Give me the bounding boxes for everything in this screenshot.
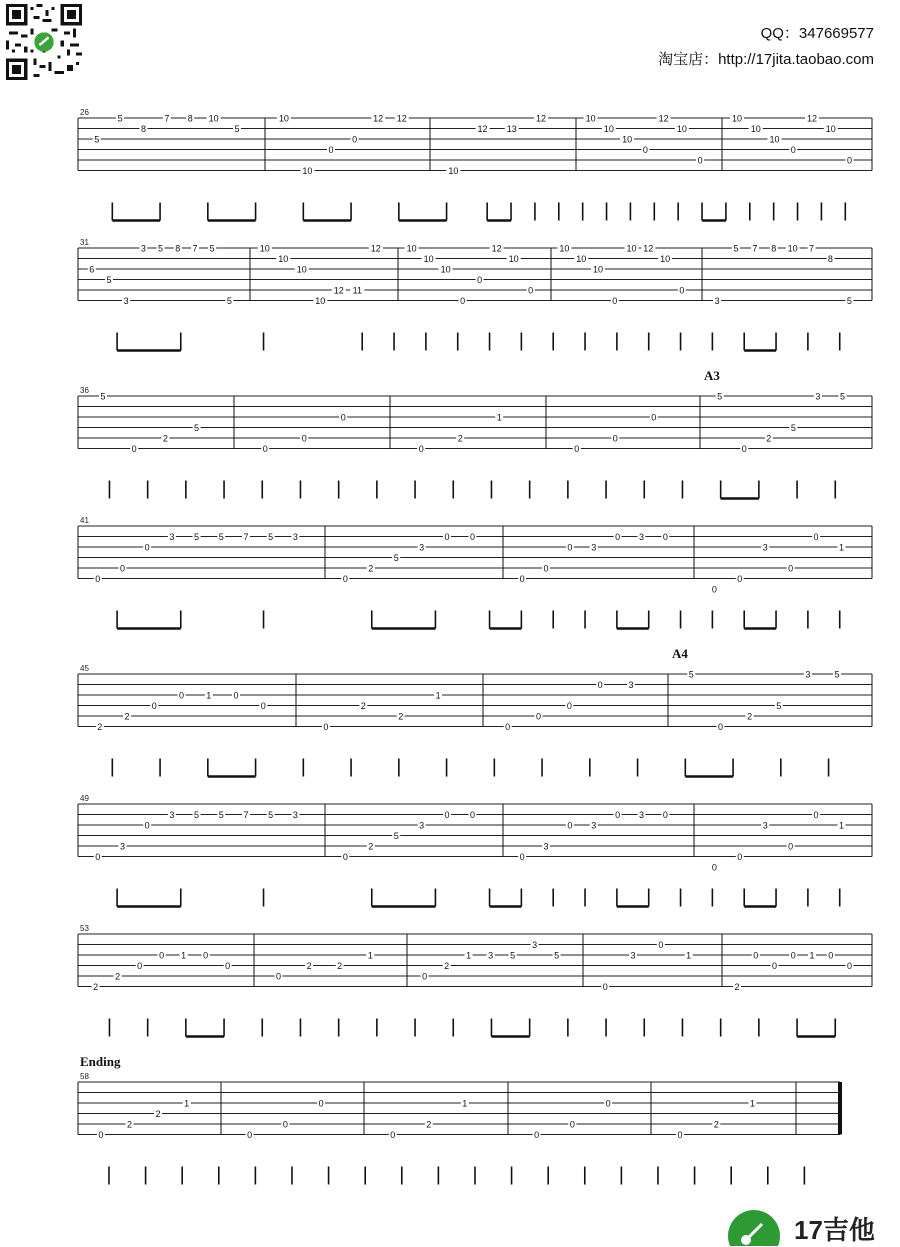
fret-number: 3 xyxy=(532,940,538,950)
fret-number: 0 xyxy=(717,722,723,732)
fret-number: 2 xyxy=(360,701,366,711)
fret-number: 10 xyxy=(423,254,434,264)
section-label: A3 xyxy=(704,368,720,383)
fret-number: 0 xyxy=(352,134,358,145)
fret-number: 12 xyxy=(396,113,407,124)
fret-number: 2 xyxy=(713,1119,719,1130)
fret-number: 5 xyxy=(846,296,852,306)
fret-number: 1 xyxy=(184,1098,190,1109)
fret-number: 5 xyxy=(717,391,723,402)
fret-number: 0 xyxy=(602,982,608,992)
fret-number: 0 xyxy=(615,810,621,820)
fret-number: 10 xyxy=(296,264,307,275)
fret-number: 5 xyxy=(194,532,200,542)
fret-number: 0 xyxy=(569,1119,575,1130)
fret-number: 0 xyxy=(519,852,525,862)
fret-number: 7 xyxy=(752,243,758,254)
fret-number: 0 xyxy=(328,145,334,155)
fret-number: 5 xyxy=(218,810,224,820)
fret-number: 0 xyxy=(98,1130,104,1140)
fret-number: 1 xyxy=(686,950,692,961)
fret-number: 0 xyxy=(301,433,307,444)
fret-number: 0 xyxy=(422,971,428,982)
fret-number: 3 xyxy=(419,820,425,831)
fret-number: 0 xyxy=(444,532,450,542)
fret-number: 10 xyxy=(278,254,289,264)
fret-number: 0 xyxy=(342,574,348,584)
fret-number: 2 xyxy=(426,1119,432,1130)
fret-number: 0 xyxy=(790,145,796,155)
fret-number: 5 xyxy=(117,113,123,124)
fret-number: 10 xyxy=(750,124,761,134)
fret-number: 3 xyxy=(119,841,125,852)
logo-text: 17吉他 xyxy=(794,1215,875,1245)
fret-number: 0 xyxy=(534,1130,540,1140)
fret-number: 5 xyxy=(106,275,112,285)
fret-number: 10 xyxy=(731,113,743,124)
fret-number: 0 xyxy=(390,1130,396,1140)
fret-number: 1 xyxy=(496,412,502,423)
fret-number: 0 xyxy=(247,1130,253,1140)
fret-number: 0 xyxy=(771,961,778,971)
fret-number: 10 xyxy=(508,254,519,264)
fret-number: 0 xyxy=(677,1130,683,1140)
measure-number: 31 xyxy=(80,238,89,247)
measure-number: 49 xyxy=(80,794,89,803)
shop-link[interactable]: 淘宝店：http://17jita.taobao.com xyxy=(658,51,874,68)
fret-number: 0 xyxy=(282,1119,288,1130)
fret-number: 5 xyxy=(194,423,200,433)
fret-number: 0 xyxy=(528,285,534,296)
fret-number: 10 xyxy=(278,113,289,124)
fret-number: 0 xyxy=(418,444,424,454)
fret-number: 12 xyxy=(643,243,654,254)
fret-number: 2 xyxy=(457,433,463,444)
fret-number: 5 xyxy=(393,831,399,841)
fret-number: 10 xyxy=(302,166,313,176)
fret-number: 12 xyxy=(373,113,384,124)
fret-number: 0 xyxy=(567,820,573,831)
fret-number: 7 xyxy=(243,810,249,820)
fret-number: 3 xyxy=(638,532,644,542)
fret-number: 5 xyxy=(218,532,224,542)
fret-number: 0 xyxy=(605,1098,611,1109)
fret-number: 2 xyxy=(444,961,450,971)
fret-number: 10 xyxy=(622,134,633,145)
fret-number: 3 xyxy=(630,950,636,961)
fret-number: 10 xyxy=(585,113,596,124)
fret-number: 10 xyxy=(315,296,326,306)
fret-number: 0 xyxy=(828,950,834,961)
fret-number: 2 xyxy=(766,433,772,444)
fret-number: 3 xyxy=(815,391,821,402)
fret-number: 0 xyxy=(737,574,743,584)
fret-number: 0 xyxy=(323,722,329,732)
fret-number: 0 xyxy=(662,810,668,820)
fret-number: 3 xyxy=(628,680,634,690)
fret-number: 13 xyxy=(506,124,517,134)
fret-number: 6 xyxy=(89,264,95,275)
fret-number: 0 xyxy=(131,444,137,454)
fret-number: 2 xyxy=(398,711,404,722)
fret-number: 0 xyxy=(318,1098,324,1109)
fret-number: 2 xyxy=(93,982,99,992)
fret-number: 5 xyxy=(158,243,164,254)
fret-number: 7 xyxy=(192,243,198,254)
fret-number: 2 xyxy=(115,971,121,982)
fret-number: 0 xyxy=(711,862,717,873)
fret-number: 1 xyxy=(435,690,441,701)
fret-number: 0 xyxy=(275,971,281,982)
fret-number: 3 xyxy=(591,542,597,553)
fret-number: 0 xyxy=(612,433,618,444)
fret-number: 8 xyxy=(827,254,833,264)
fret-number: 10 xyxy=(603,124,614,134)
fret-number: 0 xyxy=(203,950,209,961)
fret-number: 1 xyxy=(838,542,844,553)
fret-number: 0 xyxy=(159,950,165,961)
fret-number: 8 xyxy=(771,243,777,254)
fret-number: 1 xyxy=(466,950,472,961)
fret-number: 0 xyxy=(535,711,542,722)
fret-number: 2 xyxy=(124,711,130,722)
fret-number: 10 xyxy=(406,243,417,254)
fret-number: 5 xyxy=(268,532,274,542)
fret-number: 0 xyxy=(444,810,450,820)
fret-number: 0 xyxy=(225,961,231,971)
fret-number: 0 xyxy=(477,275,483,285)
fret-number: 5 xyxy=(268,810,274,820)
fret-number: 2 xyxy=(368,841,374,852)
fret-number: 0 xyxy=(179,690,185,701)
fret-number: 1 xyxy=(809,950,815,961)
fret-number: 2 xyxy=(306,961,312,971)
fret-number: 10 xyxy=(259,243,270,254)
fret-number: 7 xyxy=(164,113,170,124)
fret-number: 2 xyxy=(337,961,343,971)
fret-number: 0 xyxy=(651,412,657,423)
fret-number: 12 xyxy=(806,113,818,124)
measure-number: 45 xyxy=(80,664,89,673)
fret-number: 0 xyxy=(543,563,549,574)
fret-number: 3 xyxy=(762,542,768,553)
fret-number: 2 xyxy=(155,1109,161,1119)
measure-number: 58 xyxy=(80,1072,89,1081)
fret-number: 5 xyxy=(393,553,399,563)
fret-number: 0 xyxy=(469,810,475,820)
fret-number: 0 xyxy=(790,950,796,961)
fret-number: 2 xyxy=(162,433,168,444)
fret-number: 0 xyxy=(95,574,101,584)
fret-number: 0 xyxy=(566,701,572,711)
fret-number: 0 xyxy=(144,820,150,831)
fret-number: 0 xyxy=(615,532,621,542)
fret-number: 3 xyxy=(292,532,298,542)
fret-number: 12 xyxy=(477,124,488,134)
fret-number: 3 xyxy=(488,950,494,961)
measure-number: 41 xyxy=(80,516,89,525)
fret-number: 3 xyxy=(419,542,425,553)
fret-number: 0 xyxy=(340,412,346,423)
fret-number: 0 xyxy=(846,155,853,166)
fret-number: 0 xyxy=(679,285,685,296)
fret-number: 0 xyxy=(460,296,466,306)
fret-number: 5 xyxy=(840,391,846,402)
fret-number: 12 xyxy=(333,285,344,296)
fret-number: 2 xyxy=(126,1119,132,1130)
fret-number: 0 xyxy=(597,680,603,690)
fret-number: 0 xyxy=(137,961,143,971)
fret-number: 8 xyxy=(140,124,146,134)
fret-number: 1 xyxy=(838,820,844,831)
fret-number: 10 xyxy=(576,254,587,264)
fret-number: 5 xyxy=(510,950,516,961)
fret-number: 5 xyxy=(234,124,240,134)
fret-number: 5 xyxy=(733,243,739,254)
fret-number: 5 xyxy=(776,701,782,711)
measure-number: 53 xyxy=(80,924,89,933)
fret-number: 3 xyxy=(169,810,175,820)
fret-number: 11 xyxy=(352,285,362,296)
fret-number: 7 xyxy=(243,532,249,542)
fret-number: 0 xyxy=(469,532,475,542)
fret-number: 0 xyxy=(788,563,794,574)
fret-number: 0 xyxy=(697,155,703,166)
fret-number: 0 xyxy=(519,574,525,584)
fret-number: 5 xyxy=(209,243,215,254)
fret-number: 3 xyxy=(169,532,175,542)
fret-number: 10 xyxy=(208,113,219,124)
fret-number: 7 xyxy=(809,243,815,254)
fret-number: 3 xyxy=(762,820,768,831)
fret-number: 0 xyxy=(642,145,648,155)
fret-number: 10 xyxy=(440,264,451,275)
fret-number: 5 xyxy=(94,134,100,145)
fret-number: 0 xyxy=(662,532,668,542)
measure-number: 26 xyxy=(80,108,89,117)
fret-number: 1 xyxy=(367,950,373,961)
fret-number: 3 xyxy=(292,810,298,820)
fret-number: 0 xyxy=(741,444,747,454)
fret-number: 1 xyxy=(206,690,212,701)
fret-number: 0 xyxy=(788,841,794,852)
fret-number: 0 xyxy=(260,701,266,711)
section-label: Ending xyxy=(80,1054,121,1069)
fret-number: 0 xyxy=(737,852,743,862)
fret-number: 0 xyxy=(233,690,239,701)
fret-number: 2 xyxy=(734,982,740,992)
fret-number: 3 xyxy=(714,296,720,306)
fret-number: 1 xyxy=(181,950,187,961)
fret-number: 0 xyxy=(144,542,150,553)
section-label: A4 xyxy=(672,646,688,661)
fret-number: 2 xyxy=(97,722,103,732)
fret-number: 5 xyxy=(100,391,106,402)
fret-number: 5 xyxy=(554,950,560,961)
fret-number: 10 xyxy=(676,124,687,134)
fret-number: 0 xyxy=(711,584,717,595)
fret-number: 5 xyxy=(194,810,200,820)
fret-number: 5 xyxy=(688,669,694,680)
fret-number: 0 xyxy=(505,722,511,732)
fret-number: 5 xyxy=(834,669,840,680)
fret-number: 0 xyxy=(95,852,101,862)
fret-number: 3 xyxy=(123,296,129,306)
fret-number: 0 xyxy=(612,296,618,306)
fret-number: 10 xyxy=(825,124,836,134)
fret-number: 3 xyxy=(140,243,146,254)
fret-number: 0 xyxy=(574,444,580,454)
qq-contact: QQ：347669577 xyxy=(760,25,874,42)
fret-number: 0 xyxy=(813,810,819,820)
fret-number: 10 xyxy=(592,264,603,275)
fret-number: 1 xyxy=(462,1098,468,1109)
fret-number: 0 xyxy=(658,940,664,950)
fret-number: 0 xyxy=(151,701,157,711)
measure-number: 36 xyxy=(80,386,89,395)
fret-number: 0 xyxy=(813,532,819,542)
fret-number: 3 xyxy=(543,841,549,852)
fret-number: 0 xyxy=(262,444,268,454)
fret-number: 12 xyxy=(535,113,546,124)
fret-number: 0 xyxy=(753,950,759,961)
fret-number: 10 xyxy=(787,243,798,254)
fret-number: 10 xyxy=(769,134,780,145)
fret-number: 5 xyxy=(226,296,232,306)
fret-number: 10 xyxy=(448,166,459,176)
fret-number: 12 xyxy=(491,243,502,254)
fret-number: 8 xyxy=(175,243,181,254)
fret-number: 3 xyxy=(805,669,811,680)
fret-number: 8 xyxy=(187,113,193,124)
fret-number: 0 xyxy=(119,563,125,574)
fret-number: 2 xyxy=(747,711,753,722)
fret-number: 10 xyxy=(559,243,570,254)
fret-number: 2 xyxy=(368,563,374,574)
fret-number: 0 xyxy=(342,852,348,862)
fret-number: 10 xyxy=(626,243,637,254)
fret-number: 3 xyxy=(638,810,644,820)
fret-number: 5 xyxy=(790,423,796,433)
fret-number: 3 xyxy=(591,820,597,831)
fret-number: 12 xyxy=(370,243,381,254)
fret-number: 12 xyxy=(658,113,669,124)
fret-number: 0 xyxy=(846,961,853,971)
fret-number: 10 xyxy=(660,254,671,264)
fret-number: 1 xyxy=(749,1098,756,1109)
fret-number: 0 xyxy=(567,542,573,553)
